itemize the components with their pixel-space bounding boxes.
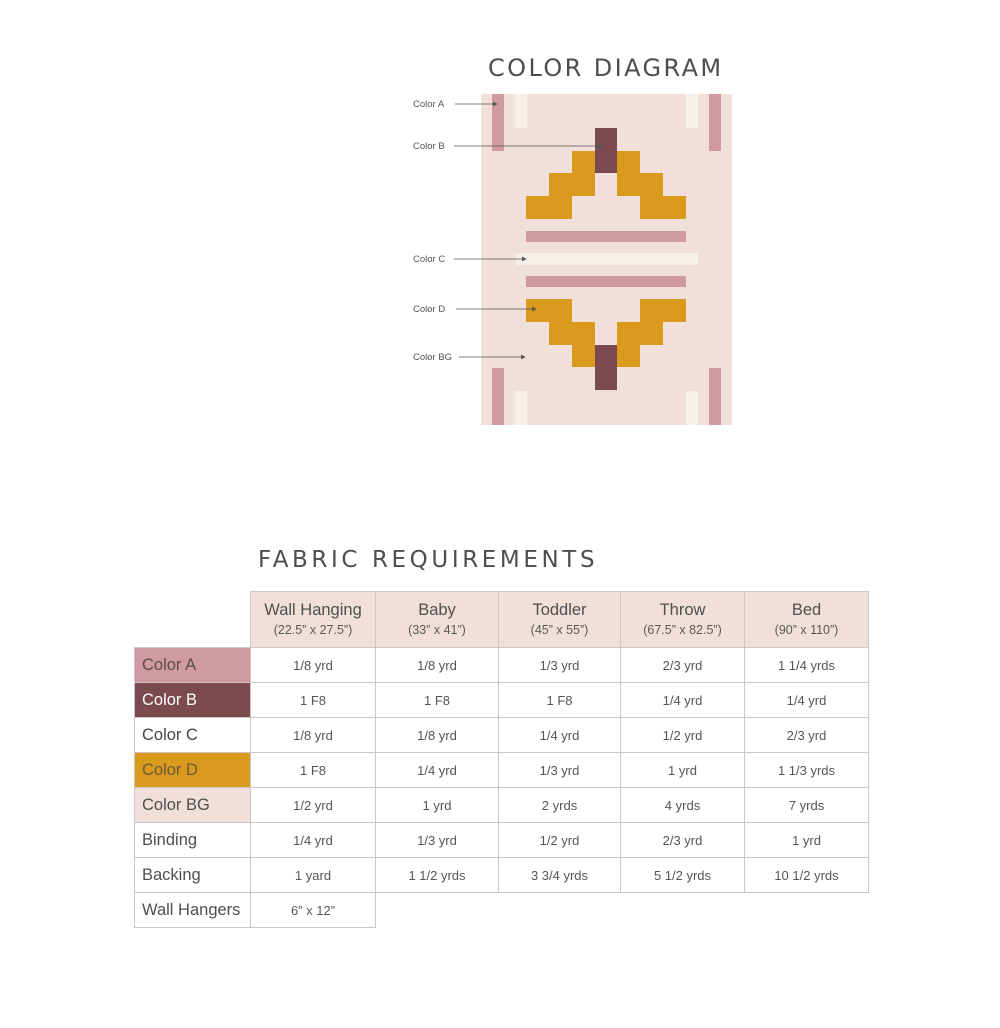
size-header-baby [376, 592, 499, 648]
table-row-color-a [135, 648, 869, 683]
table-cell: 1/4 yrd [376, 753, 499, 788]
size-dimensions: (45” x 55”) [530, 623, 589, 637]
row-label-color-d: Color D [135, 753, 251, 788]
center-stripe-bottom [526, 276, 686, 287]
table-cell: 1/3 yrd [499, 753, 621, 788]
table-cell: 1/4 yrd [621, 683, 745, 718]
table-cell: 1/2 yrd [499, 823, 621, 858]
callout-label-color-b: Color B [413, 141, 445, 152]
row-label-color-a: Color A [135, 648, 251, 683]
bottom-chevron-center [595, 345, 617, 390]
size-header-bed [745, 592, 869, 648]
size-name: Baby [418, 601, 456, 619]
size-dimensions: (33” x 41”) [408, 623, 466, 637]
top-chevron-left-1 [572, 151, 595, 196]
bottom-chevron-right-2 [640, 299, 663, 345]
table-cell: 4 yrds [621, 788, 745, 823]
table-cell: 1 F8 [251, 753, 376, 788]
table-cell: 1 yrd [376, 788, 499, 823]
table-cell: 2/3 yrd [621, 823, 745, 858]
row-label-binding: Binding [135, 823, 251, 858]
table-cell: 6” x 12” [251, 893, 376, 928]
table-cell: 1 F8 [376, 683, 499, 718]
size-name: Wall Hanging [264, 601, 362, 619]
table-cell: 1 1/3 yrds [745, 753, 869, 788]
corner-bar-top-right-outer [709, 94, 721, 151]
table-cell: 10 1/2 yrds [745, 858, 869, 893]
corner-bar-bottom-left-inner [515, 391, 527, 425]
table-row-color-c [135, 718, 869, 753]
table-cell: 3 3/4 yrds [499, 858, 621, 893]
empty-cell [376, 893, 499, 928]
table-cell: 7 yrds [745, 788, 869, 823]
table-cell: 1/2 yrd [251, 788, 376, 823]
table-cell: 1/8 yrd [376, 648, 499, 683]
fabric-requirements-table [134, 591, 869, 928]
table-row-color-b [135, 683, 869, 718]
top-chevron-center [595, 128, 617, 173]
table-corner [135, 592, 251, 648]
size-dimensions: (67.5” x 82.5”) [643, 623, 722, 637]
color-diagram [0, 0, 1000, 440]
table-row-color-bg [135, 788, 869, 823]
color-diagram-title: COLOR DIAGRAM [488, 54, 724, 82]
bottom-chevron-left-1 [572, 322, 595, 367]
table-cell: 1/4 yrd [251, 823, 376, 858]
table-cell: 1/2 yrd [621, 718, 745, 753]
table-cell: 2 yrds [499, 788, 621, 823]
table-cell: 2/3 yrd [621, 648, 745, 683]
table-cell: 1 F8 [499, 683, 621, 718]
table-row-color-d [135, 753, 869, 788]
corner-bar-bottom-right-inner [686, 391, 698, 425]
table-cell: 1/4 yrd [745, 683, 869, 718]
top-chevron-right-2 [640, 173, 663, 219]
table-cell: 1 1/2 yrds [376, 858, 499, 893]
table-header-row [135, 592, 869, 648]
table-cell: 1 yrd [745, 823, 869, 858]
corner-bar-bottom-right-outer [709, 368, 721, 425]
empty-cell [621, 893, 745, 928]
top-chevron-right-1 [617, 151, 640, 196]
callout-label-color-bg: Color BG [413, 352, 453, 363]
size-header-wall-hanging [251, 592, 376, 648]
size-header-throw [621, 592, 745, 648]
size-name: Toddler [532, 601, 587, 619]
table-cell: 2/3 yrd [745, 718, 869, 753]
table-row-wall-hangers [135, 893, 869, 928]
bottom-chevron-left-2 [549, 299, 572, 345]
size-dimensions: (22.5” x 27.5”) [273, 623, 353, 637]
table-cell: 1/4 yrd [499, 718, 621, 753]
row-label-color-bg: Color BG [135, 788, 251, 823]
size-name: Throw [659, 601, 706, 619]
center-stripe-top [526, 231, 686, 242]
bottom-chevron-right-1 [617, 322, 640, 367]
empty-cell [499, 893, 621, 928]
table-cell: 1 yard [251, 858, 376, 893]
bottom-chevron-left-3 [526, 299, 549, 322]
size-header-toddler [499, 592, 621, 648]
empty-cell [745, 893, 869, 928]
callout-label-color-c: Color C [413, 254, 446, 265]
size-name: Bed [791, 601, 822, 619]
callout-label-color-d: Color D [413, 304, 446, 315]
table-cell: 1 yrd [621, 753, 745, 788]
callout-label-color-a: Color A [413, 99, 445, 110]
row-label-color-c: Color C [135, 718, 251, 753]
row-label-backing: Backing [135, 858, 251, 893]
table-cell: 1/8 yrd [251, 718, 376, 753]
top-chevron-right-3 [663, 196, 686, 219]
table-cell: 5 1/2 yrds [621, 858, 745, 893]
corner-bar-top-right-inner [686, 94, 698, 128]
table-row-backing [135, 858, 869, 893]
corner-bar-top-left-outer [492, 94, 504, 151]
table-cell: 1 F8 [251, 683, 376, 718]
row-label-wall-hangers: Wall Hangers [135, 893, 251, 928]
table-cell: 1/3 yrd [499, 648, 621, 683]
table-cell: 1 1/4 yrds [745, 648, 869, 683]
top-chevron-left-3 [526, 196, 549, 219]
top-chevron-left-2 [549, 173, 572, 219]
bottom-chevron-right-3 [663, 299, 686, 322]
table-cell: 1/8 yrd [251, 648, 376, 683]
row-label-color-b: Color B [135, 683, 251, 718]
center-stripe-middle [516, 253, 698, 265]
fabric-requirements-title: FABRIC REQUIREMENTS [258, 547, 599, 573]
table-row-binding [135, 823, 869, 858]
corner-bar-bottom-left-outer [492, 368, 504, 425]
size-dimensions: (90” x 110”) [774, 623, 839, 637]
table-cell: 1/8 yrd [376, 718, 499, 753]
table-cell: 1/3 yrd [376, 823, 499, 858]
corner-bar-top-left-inner [515, 94, 527, 128]
